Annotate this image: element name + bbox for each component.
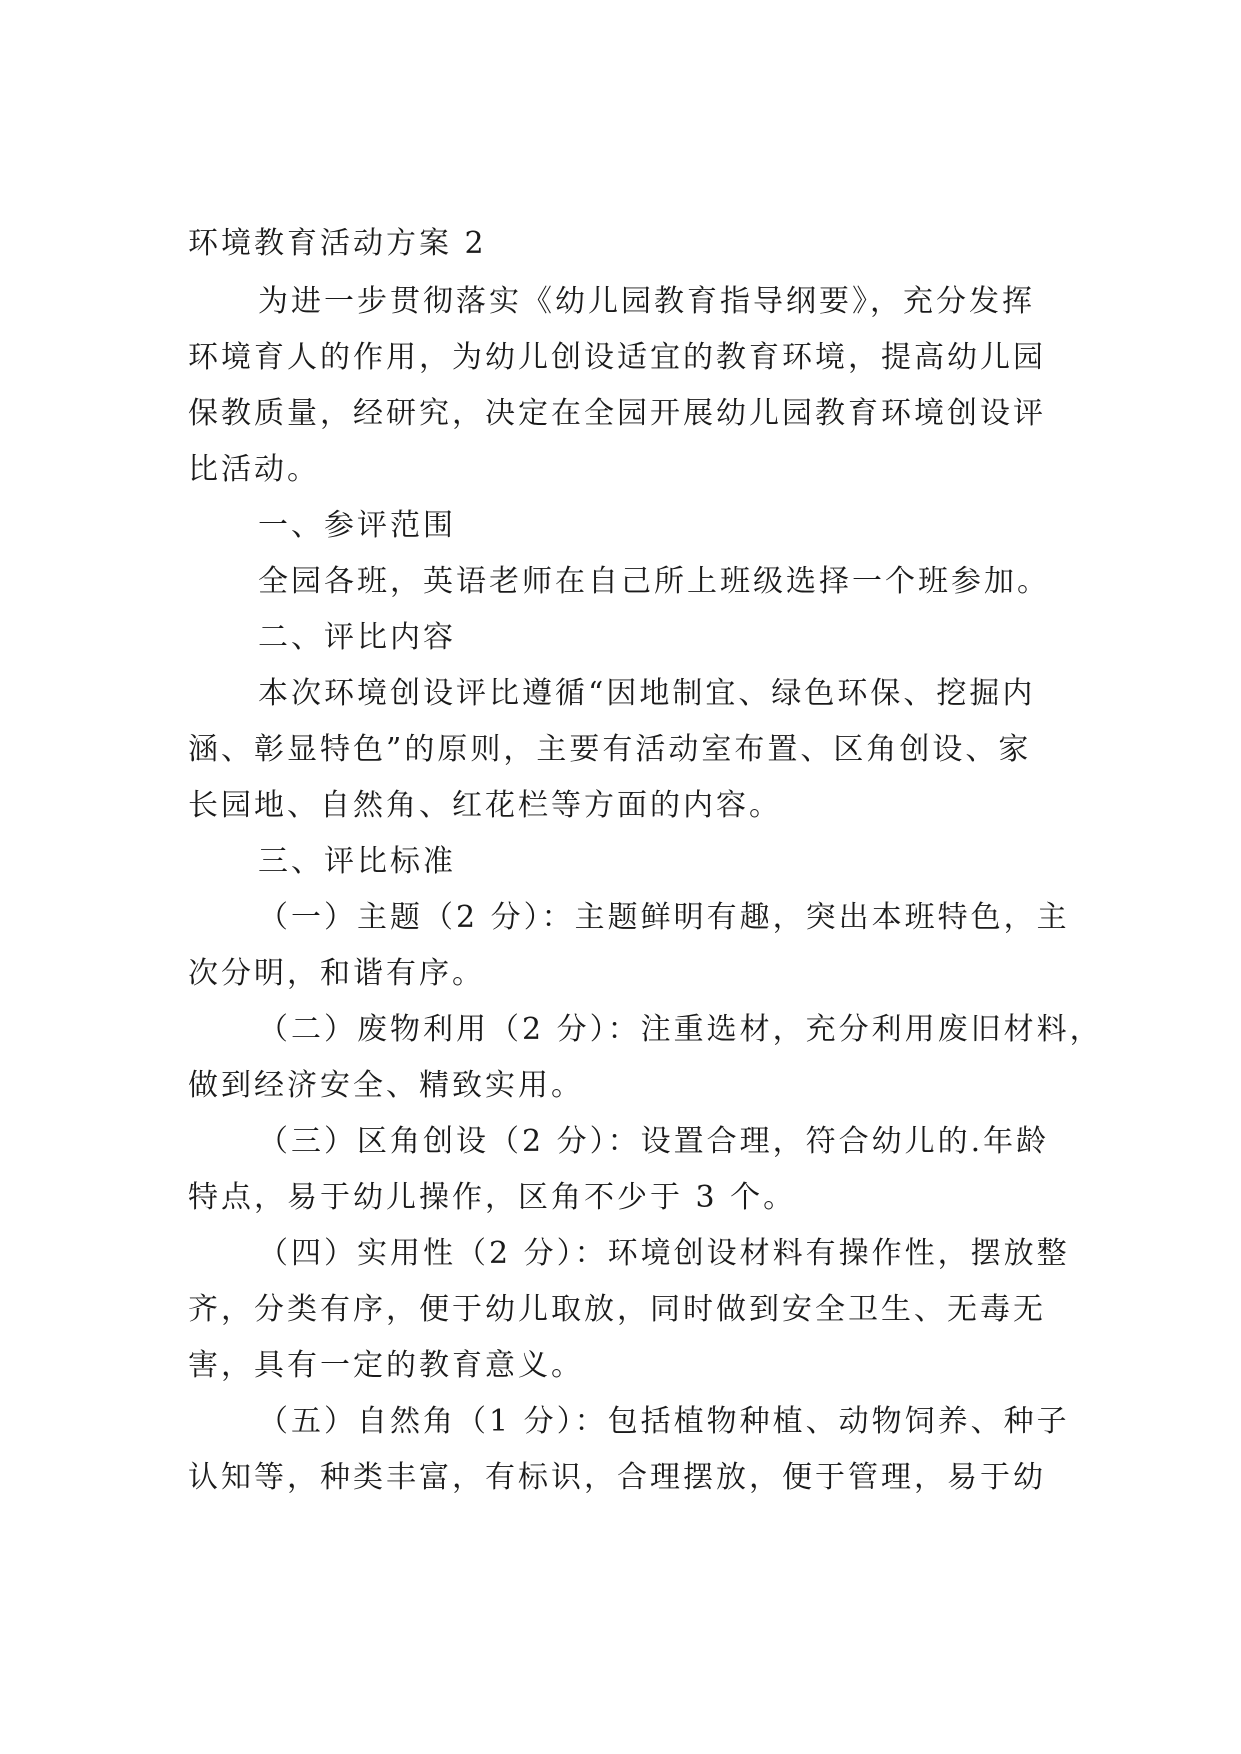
- paragraph-line: 本次环境创设评比遵循“因地制宜、绿色环保、挖掘内: [258, 676, 1036, 711]
- paragraph-line: 齐，分类有序，便于幼儿取放，同时做到安全卫生、无毒无: [188, 1292, 1046, 1327]
- paragraph-line: 认知等，种类丰富，有标识，合理摆放，便于管理，易于幼: [188, 1460, 1046, 1495]
- section-heading: 一、参评范围: [258, 508, 456, 543]
- paragraph-line: （四）实用性（2 分）：环境创设材料有操作性，摆放整: [258, 1236, 1070, 1271]
- paragraph-line: 环境育人的作用，为幼儿创设适宜的教育环境，提高幼儿园: [188, 340, 1046, 375]
- paragraph-line: （五）自然角（1 分）：包括植物种植、动物饲养、种子: [258, 1404, 1070, 1439]
- paragraph-line: 长园地、自然角、红花栏等方面的内容。: [188, 788, 782, 823]
- paragraph-line: 保教质量，经研究，决定在全园开展幼儿园教育环境创设评: [188, 396, 1046, 431]
- paragraph-line: 涵、彰显特色”的原则，主要有活动室布置、区角创设、家: [188, 732, 1032, 767]
- paragraph-line: 次分明，和谐有序。: [188, 956, 485, 991]
- paragraph-line: 为进一步贯彻落实《幼儿园教育指导纲要》，充分发挥: [258, 284, 1035, 319]
- paragraph-line: 做到经济安全、精致实用。: [188, 1068, 584, 1103]
- paragraph-line: 害，具有一定的教育意义。: [188, 1348, 584, 1383]
- paragraph-line: 全园各班，英语老师在自己所上班级选择一个班参加。: [258, 564, 1050, 599]
- section-heading: 三、评比标准: [258, 844, 456, 879]
- section-heading: 二、评比内容: [258, 620, 456, 655]
- paragraph-line: 特点，易于幼儿操作，区角不少于 3 个。: [188, 1180, 797, 1215]
- paragraph-line: 比活动。: [188, 452, 320, 487]
- document-title: 环境教育活动方案 2: [188, 226, 487, 261]
- paragraph-line: （二）废物利用（2 分）：注重选材，充分利用废旧材料，: [258, 1012, 1103, 1047]
- paragraph-line: （三）区角创设（2 分）：设置合理，符合幼儿的.年龄: [258, 1124, 1050, 1159]
- paragraph-line: （一）主题（2 分）：主题鲜明有趣，突出本班特色，主: [258, 900, 1070, 935]
